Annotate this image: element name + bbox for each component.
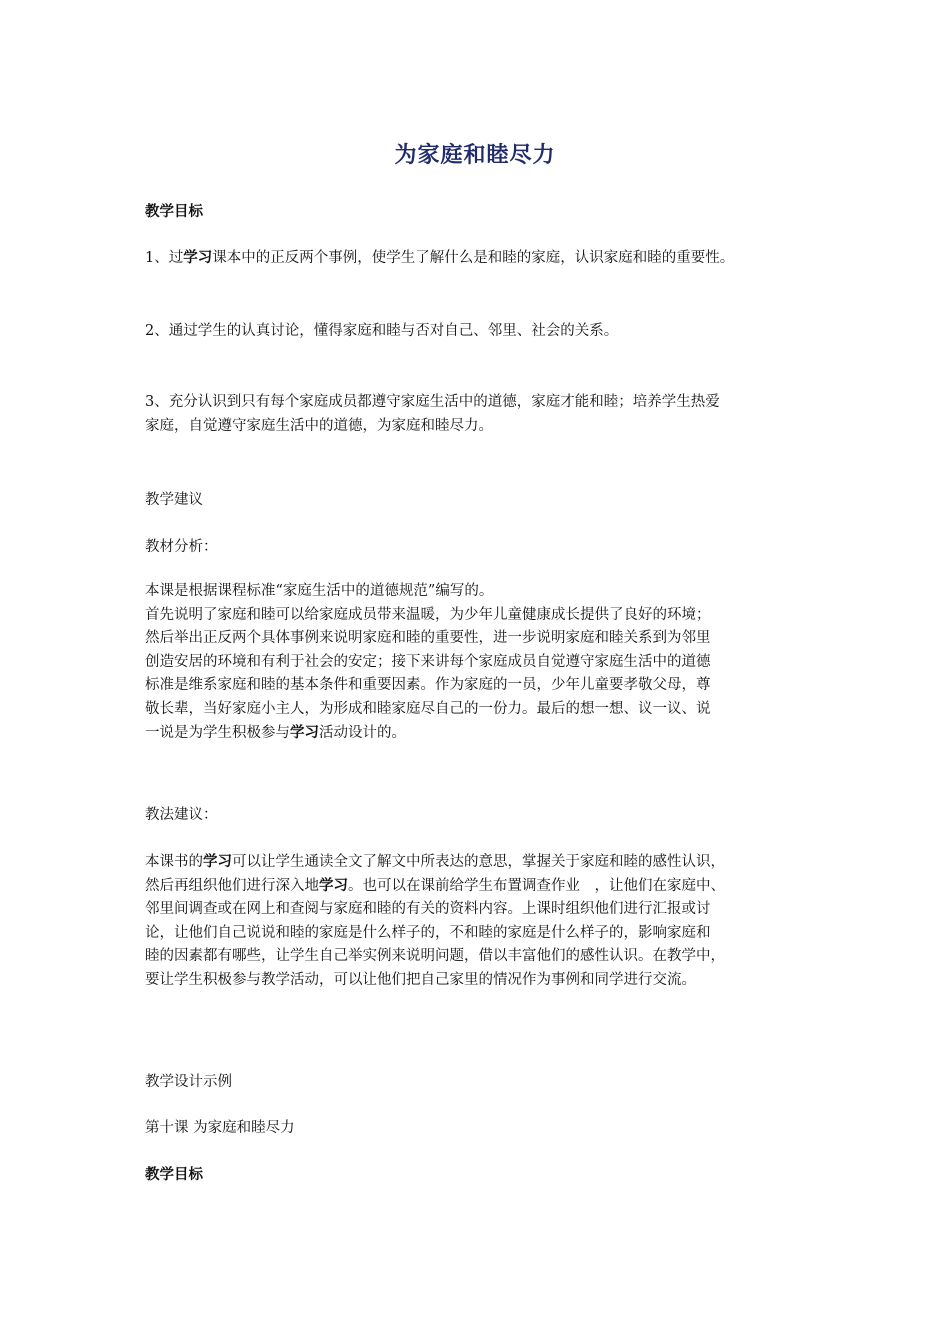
goals-heading-2: 教学目标 [145, 1167, 203, 1183]
goal-3 [145, 391, 825, 438]
method-paragraph [145, 851, 825, 993]
method-line [145, 851, 825, 875]
goal-3-line: 家庭，自觉遵守家庭生活中的道德，为家庭和睦尽力。 [145, 417, 493, 434]
method-line [145, 875, 825, 899]
goal-1-prefix: 1、过 [145, 250, 184, 266]
goal-3-line: 3、充分认识到只有每个家庭成员都遵守家庭生活中的道德，家庭才能和睦；培养学生热爱 [145, 394, 720, 410]
material-line-bold: 学习 [290, 724, 319, 741]
method-line-part: 然后再组织他们进行深入地 [145, 877, 319, 894]
material-line: 标准是维系家庭和睦的基本条件和重要因素。作为家庭的一员，少年儿童要孝敬父母，尊 [145, 677, 711, 694]
material-line: 首先说明了家庭和睦可以给家庭成员带来温暖，为少年儿童健康成长提供了良好的环境； [145, 606, 711, 623]
goal-1-bold: 学习 [183, 250, 213, 266]
goal-1-text: 课本中的正反两个事例，使学生了解什么是和睦的家庭，认识家庭和睦的重要性。 [212, 250, 735, 266]
material-line: 创造安居的环境和有利于社会的安定；接下来讲每个家庭成员自觉遵守家庭生活中的道德 [145, 653, 711, 670]
material-line-part: 活动设计的。 [319, 724, 406, 741]
goal-2: 2、通过学生的认真讨论，懂得家庭和睦与否对自己、邻里、社会的关系。 [145, 323, 619, 339]
suggest-heading: 教学建议 [145, 492, 203, 508]
goals-heading: 教学目标 [145, 204, 203, 220]
material-line: 本课是根据课程标准“家庭生活中的道德规范”编写的。 [145, 583, 494, 599]
method-line: 睦的因素都有哪些，让学生自己举实例来说明问题，借以丰富他们的感性认识。在教学中， [145, 948, 725, 965]
method-line: 要让学生积极参与教学活动，可以让他们把自己家里的情况作为事例和同学进行交流。 [145, 971, 696, 988]
material-paragraph [145, 580, 825, 745]
example-heading: 教学设计示例 [145, 1074, 232, 1090]
method-line-bold: 学习 [319, 877, 348, 894]
goal-1 [145, 247, 734, 269]
method-heading: 教法建议： [145, 807, 218, 823]
method-line-part: 本课书的 [145, 854, 203, 870]
method-line-part: 可以让学生通读全文了解文中所表达的意思，掌握关于家庭和睦的感性认识， [232, 854, 725, 870]
method-line-part: 。也可以在课前给学生布置调查作业 ，让他们在家庭中、 [348, 877, 725, 894]
material-heading: 教材分析： [145, 539, 218, 555]
material-line-part: 一说是为学生积极参与 [145, 724, 290, 741]
material-line [145, 722, 825, 746]
method-line-bold: 学习 [203, 854, 232, 870]
material-line: 然后举出正反两个具体事例来说明家庭和睦的重要性，进一步说明家庭和睦关系到为邻里 [145, 630, 711, 647]
document-title: 为家庭和睦尽力 [394, 143, 556, 168]
material-line: 敬长辈，当好家庭小主人，为形成和睦家庭尽自己的一份力。最后的想一想、议一议、说 [145, 700, 711, 717]
method-line: 邻里间调查或在网上和查阅与家庭和睦的有关的资料内容。上课时组织他们进行汇报或讨 [145, 901, 711, 918]
lesson-title: 第十课 为家庭和睦尽力 [145, 1120, 295, 1136]
method-line: 论，让他们自己说说和睦的家庭是什么样子的，不和睦的家庭是什么样子的，影响家庭和 [145, 924, 711, 941]
